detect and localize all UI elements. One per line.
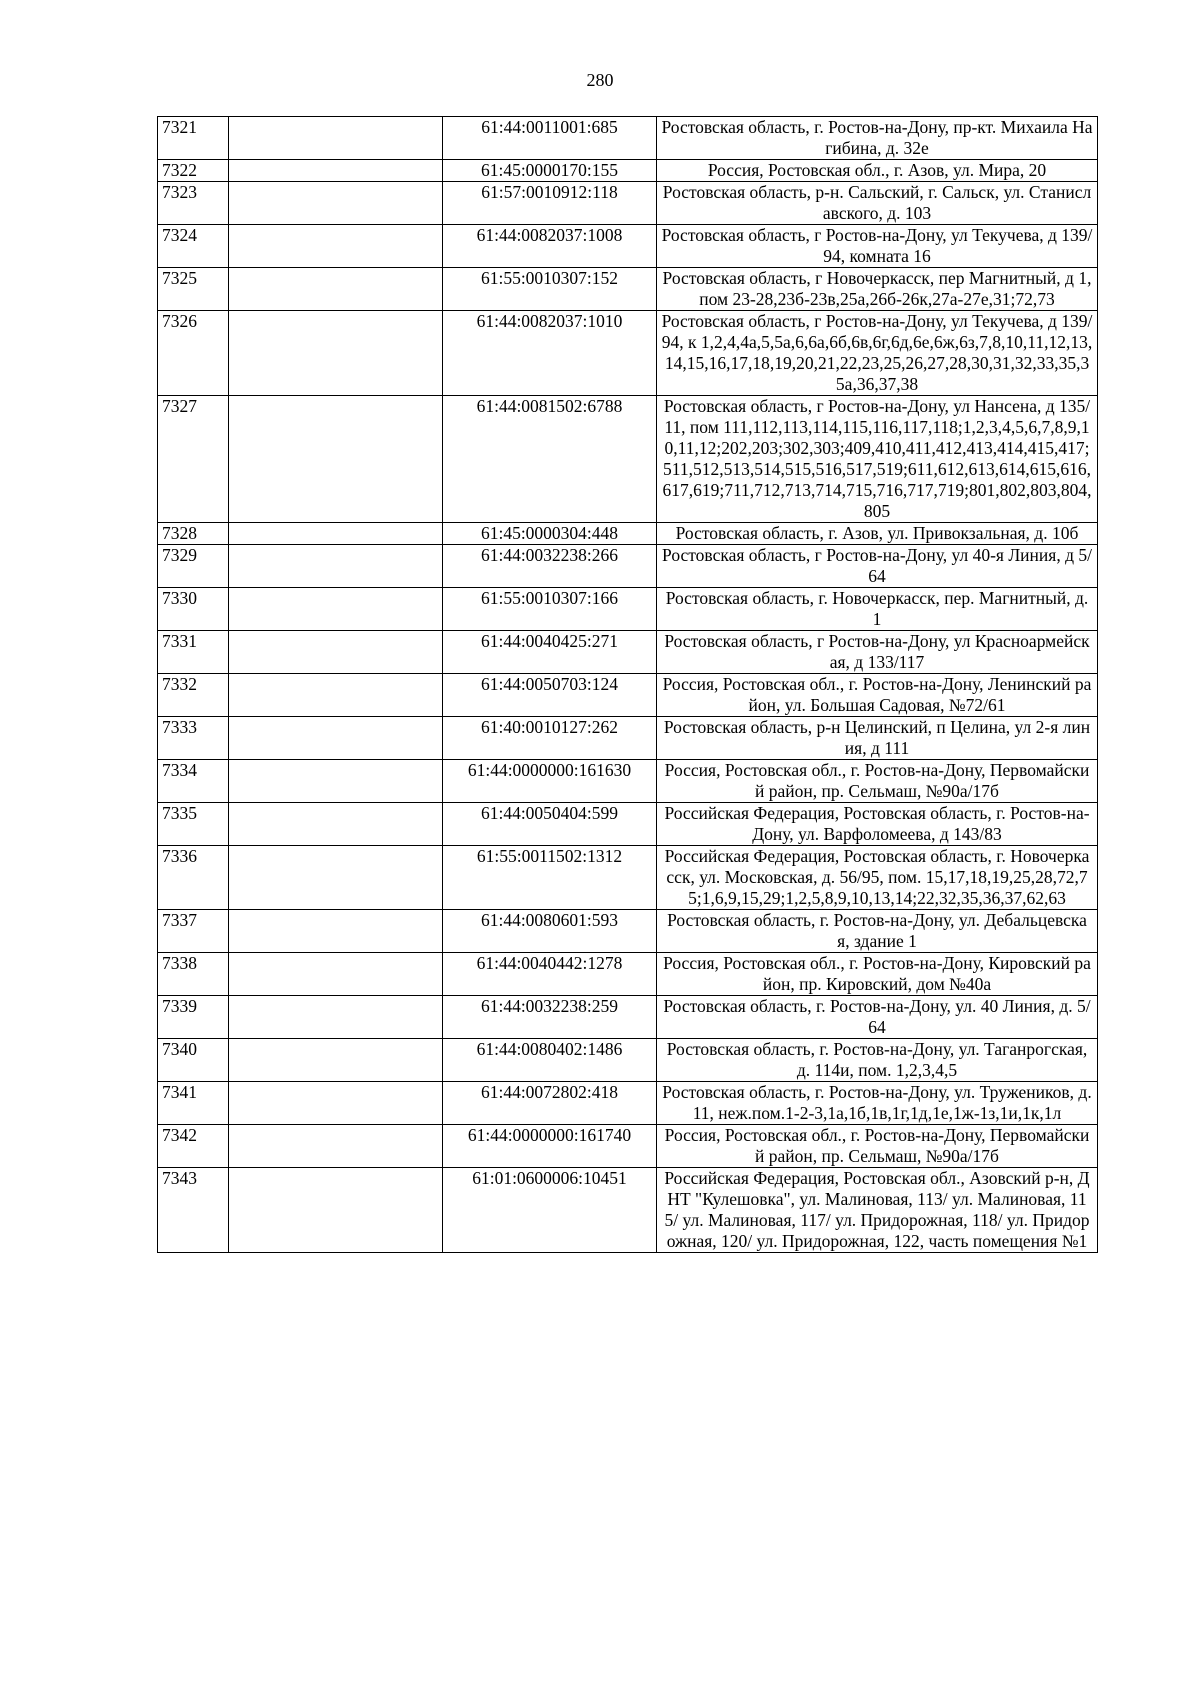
address: Ростовская область, г. Ростов-на-Дону, пр-кт. Михаила Нагибина, д. 32е xyxy=(657,117,1098,160)
empty-cell xyxy=(229,760,443,803)
address: Ростовская область, г. Азов, ул. Привокзальная, д. 10б xyxy=(657,523,1098,545)
empty-cell xyxy=(229,160,443,182)
table-row xyxy=(158,1039,1098,1082)
registry-table-body xyxy=(158,117,1098,1253)
address: Россия, Ростовская обл., г. Ростов-на-Дону, Кировский район, пр. Кировский, дом №40а xyxy=(657,953,1098,996)
cadastral-number: 61:44:0072802:418 xyxy=(443,1082,657,1125)
row-number: 7334 xyxy=(158,760,229,803)
table-row xyxy=(158,803,1098,846)
row-number: 7324 xyxy=(158,225,229,268)
row-number: 7336 xyxy=(158,846,229,910)
cadastral-number: 61:01:0600006:10451 xyxy=(443,1168,657,1253)
table-row xyxy=(158,1168,1098,1253)
address: Россия, Ростовская обл., г. Азов, ул. Мира, 20 xyxy=(657,160,1098,182)
cadastral-number: 61:44:0080402:1486 xyxy=(443,1039,657,1082)
row-number: 7342 xyxy=(158,1125,229,1168)
row-number: 7327 xyxy=(158,396,229,523)
cadastral-number: 61:44:0050703:124 xyxy=(443,674,657,717)
address: Ростовская область, г. Новочеркасск, пер. Магнитный, д. 1 xyxy=(657,588,1098,631)
empty-cell xyxy=(229,545,443,588)
address: Ростовская область, г. Ростов-на-Дону, ул. Таганрогская, д. 114и, пом. 1,2,3,4,5 xyxy=(657,1039,1098,1082)
address: Ростовская область, р-н Целинский, п Целина, ул 2-я линия, д 111 xyxy=(657,717,1098,760)
row-number: 7337 xyxy=(158,910,229,953)
address: Россия, Ростовская обл., г. Ростов-на-Дону, Первомайский район, пр. Сельмаш, №90а/17б xyxy=(657,1125,1098,1168)
address: Ростовская область, г Ростов-на-Дону, ул Текучева, д 139/94, к 1,2,4,4а,5,5а,6,6а,6б,6в,6г,6д,6е,6ж,6з,7,8,10,11,12,13,14,15,16,17,18,19,20,21,22,23,25,26,27,28,30,31,32,33,35,35а,36,37,38 xyxy=(657,311,1098,396)
row-number: 7329 xyxy=(158,545,229,588)
cadastral-number: 61:55:0011502:1312 xyxy=(443,846,657,910)
cadastral-number: 61:45:0000170:155 xyxy=(443,160,657,182)
cadastral-number: 61:40:0010127:262 xyxy=(443,717,657,760)
address: Российская Федерация, Ростовская обл., Азовский р-н, ДНТ "Кулешовка", ул. Малиновая, 113/ ул. Малиновая, 115/ ул. Малиновая, 117/ ул. Придорожная, 118/ ул. Придорожная, 120/ ул. Придорожная, 122, часть помещения №1 xyxy=(657,1168,1098,1253)
row-number: 7322 xyxy=(158,160,229,182)
cadastral-number: 61:44:0050404:599 xyxy=(443,803,657,846)
address: Россия, Ростовская обл., г. Ростов-на-Дону, Первомайский район, пр. Сельмаш, №90а/17б xyxy=(657,760,1098,803)
table-row xyxy=(158,588,1098,631)
table-row xyxy=(158,846,1098,910)
table-row xyxy=(158,182,1098,225)
table-row xyxy=(158,160,1098,182)
cadastral-number: 61:44:0081502:6788 xyxy=(443,396,657,523)
table-row xyxy=(158,396,1098,523)
address: Ростовская область, г Ростов-на-Дону, ул Текучева, д 139/94, комната 16 xyxy=(657,225,1098,268)
row-number: 7333 xyxy=(158,717,229,760)
address: Российская Федерация, Ростовская область, г. Новочеркасск, ул. Московская, д. 56/95, пом. 15,17,18,19,25,28,72,75;1,6,9,15,29;1,2,5,8,9,10,13,14;22,32,35,36,37,62,63 xyxy=(657,846,1098,910)
cadastral-number: 61:44:0011001:685 xyxy=(443,117,657,160)
row-number: 7340 xyxy=(158,1039,229,1082)
row-number: 7332 xyxy=(158,674,229,717)
cadastral-number: 61:44:0040442:1278 xyxy=(443,953,657,996)
row-number: 7335 xyxy=(158,803,229,846)
empty-cell xyxy=(229,311,443,396)
empty-cell xyxy=(229,117,443,160)
empty-cell xyxy=(229,953,443,996)
table-row xyxy=(158,523,1098,545)
table-row xyxy=(158,117,1098,160)
empty-cell xyxy=(229,1082,443,1125)
table-row xyxy=(158,1125,1098,1168)
cadastral-number: 61:44:0000000:161740 xyxy=(443,1125,657,1168)
table-row xyxy=(158,545,1098,588)
empty-cell xyxy=(229,182,443,225)
address: Российская Федерация, Ростовская область, г. Ростов-на-Дону, ул. Варфоломеева, д 143/83 xyxy=(657,803,1098,846)
empty-cell xyxy=(229,996,443,1039)
row-number: 7338 xyxy=(158,953,229,996)
empty-cell xyxy=(229,523,443,545)
empty-cell xyxy=(229,846,443,910)
table-row xyxy=(158,1082,1098,1125)
empty-cell xyxy=(229,1039,443,1082)
cadastral-number: 61:55:0010307:166 xyxy=(443,588,657,631)
address: Ростовская область, г Ростов-на-Дону, ул Нансена, д 135/11, пом 111,112,113,114,115,116,117,118;1,2,3,4,5,6,7,8,9,10,11,12;202,203;302,303;409,410,411,412,413,414,415,417;511,512,513,514,515,516,517,519;611,612,613,614,615,616,617,619;711,712,713,714,715,716,717,719;801,802,803,804,805 xyxy=(657,396,1098,523)
cadastral-number: 61:57:0010912:118 xyxy=(443,182,657,225)
table-row xyxy=(158,268,1098,311)
address: Ростовская область, г Ростов-на-Дону, ул 40-я Линия, д 5/64 xyxy=(657,545,1098,588)
empty-cell xyxy=(229,1125,443,1168)
row-number: 7341 xyxy=(158,1082,229,1125)
page-number: 280 xyxy=(586,70,614,90)
address: Ростовская область, р-н. Сальский, г. Сальск, ул. Станиславского, д. 103 xyxy=(657,182,1098,225)
empty-cell xyxy=(229,717,443,760)
empty-cell xyxy=(229,631,443,674)
registry-table xyxy=(157,116,1098,1253)
row-number: 7330 xyxy=(158,588,229,631)
table-row xyxy=(158,717,1098,760)
empty-cell xyxy=(229,674,443,717)
cadastral-number: 61:44:0000000:161630 xyxy=(443,760,657,803)
row-number: 7339 xyxy=(158,996,229,1039)
table-row xyxy=(158,953,1098,996)
address: Ростовская область, г. Ростов-на-Дону, ул. 40 Линия, д. 5/64 xyxy=(657,996,1098,1039)
row-number: 7321 xyxy=(158,117,229,160)
row-number: 7328 xyxy=(158,523,229,545)
empty-cell xyxy=(229,225,443,268)
cadastral-number: 61:44:0080601:593 xyxy=(443,910,657,953)
cadastral-number: 61:55:0010307:152 xyxy=(443,268,657,311)
cadastral-number: 61:45:0000304:448 xyxy=(443,523,657,545)
table-row xyxy=(158,996,1098,1039)
row-number: 7343 xyxy=(158,1168,229,1253)
table-row xyxy=(158,311,1098,396)
empty-cell xyxy=(229,1168,443,1253)
address: Ростовская область, г Новочеркасск, пер Магнитный, д 1, пом 23-28,23б-23в,25а,26б-26к,27а-27е,31;72,73 xyxy=(657,268,1098,311)
empty-cell xyxy=(229,588,443,631)
empty-cell xyxy=(229,910,443,953)
table-row xyxy=(158,674,1098,717)
cadastral-number: 61:44:0032238:266 xyxy=(443,545,657,588)
cadastral-number: 61:44:0082037:1010 xyxy=(443,311,657,396)
empty-cell xyxy=(229,268,443,311)
row-number: 7323 xyxy=(158,182,229,225)
cadastral-number: 61:44:0032238:259 xyxy=(443,996,657,1039)
cadastral-number: 61:44:0082037:1008 xyxy=(443,225,657,268)
address: Ростовская область, г Ростов-на-Дону, ул Красноармейская, д 133/117 xyxy=(657,631,1098,674)
row-number: 7326 xyxy=(158,311,229,396)
table-row xyxy=(158,225,1098,268)
table-row xyxy=(158,760,1098,803)
table-row xyxy=(158,910,1098,953)
empty-cell xyxy=(229,396,443,523)
address: Ростовская область, г. Ростов-на-Дону, ул. Тружеников, д. 11, неж.пом.1-2-3,1а,1б,1в,1г,1д,1е,1ж-1з,1и,1к,1л xyxy=(657,1082,1098,1125)
row-number: 7325 xyxy=(158,268,229,311)
address: Россия, Ростовская обл., г. Ростов-на-Дону, Ленинский район, ул. Большая Садовая, №72/61 xyxy=(657,674,1098,717)
cadastral-number: 61:44:0040425:271 xyxy=(443,631,657,674)
table-row xyxy=(158,631,1098,674)
address: Ростовская область, г. Ростов-на-Дону, ул. Дебальцевская, здание 1 xyxy=(657,910,1098,953)
empty-cell xyxy=(229,803,443,846)
row-number: 7331 xyxy=(158,631,229,674)
